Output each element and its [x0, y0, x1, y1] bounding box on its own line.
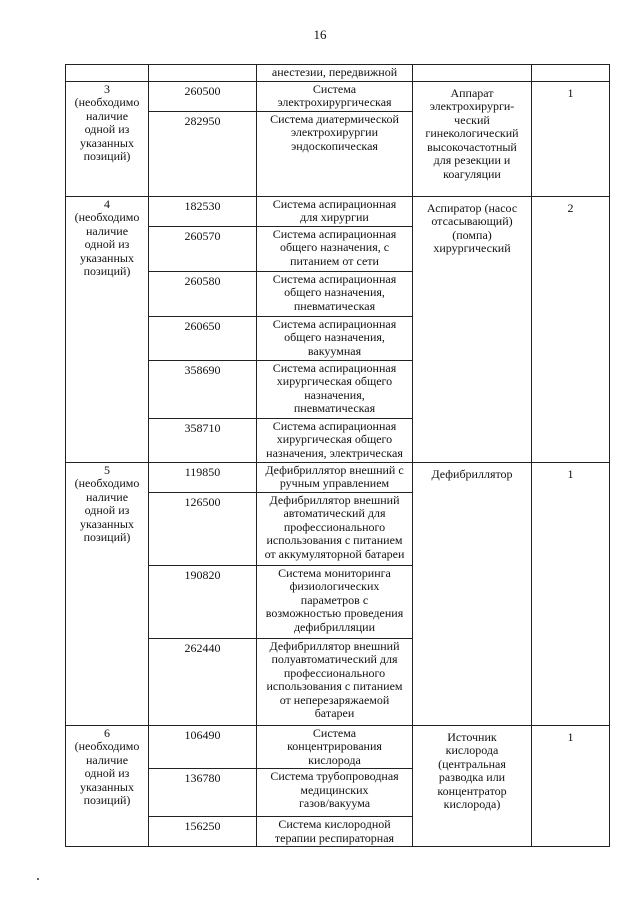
position-text-line: (необходимо: [74, 95, 140, 109]
quantity-cell: 1: [532, 725, 610, 847]
item-name-line: ручным управлением: [279, 476, 390, 490]
position-cell: [66, 65, 149, 82]
name-cell: [257, 316, 413, 360]
item-name-line: физиологических: [289, 579, 380, 593]
item-name-line: Система аспирационная: [272, 418, 397, 433]
item-name-line: концентрирования: [287, 739, 382, 753]
position-text-line: указанных: [80, 779, 134, 794]
equipment-text-line: Аспиратор (насос: [426, 200, 518, 215]
code-cell: [149, 565, 257, 638]
item-name-line: Система: [312, 725, 357, 740]
item-name-line: общего назначения,: [284, 330, 385, 344]
code-cell: [149, 81, 257, 111]
code-cell: [149, 769, 257, 817]
position-text-line: (необходимо: [74, 476, 140, 490]
code-cell: [149, 196, 257, 226]
equipment-cell: [413, 65, 532, 82]
equipment-text-line: для резекции и: [433, 153, 511, 167]
scan-speck: [37, 878, 39, 880]
item-name-line: назначения, электрическая: [266, 445, 403, 460]
name-cell: [257, 360, 413, 418]
equipment-text-line: хирургический: [433, 241, 511, 255]
item-code: 358710: [184, 420, 221, 435]
equipment-text-line: Дефибриллятор: [431, 466, 513, 481]
equipment-text-line: (помпа): [452, 227, 492, 242]
position-text-line: позиций): [83, 793, 131, 807]
item-name-line: профессионального: [283, 519, 386, 534]
item-name-line: питанием от сети: [290, 253, 379, 268]
item-code: 260580: [184, 273, 221, 288]
position-text-line: наличие: [85, 489, 129, 504]
equipment-cell: [413, 462, 532, 725]
equipment-text-line: высокочастотный: [427, 139, 517, 154]
equipment-text-line: отсасывающий): [431, 214, 513, 228]
page-number: 16: [313, 27, 327, 42]
code-cell: [149, 111, 257, 196]
name-cell: [257, 817, 413, 847]
position-text-line: наличие: [85, 752, 129, 767]
item-code: 282950: [184, 113, 221, 128]
name-cell: [257, 492, 413, 565]
position-text-line: 6: [104, 725, 110, 740]
item-name-line: батареи: [314, 706, 355, 720]
quantity-cell: [532, 65, 610, 82]
item-name-line: Дефибриллятор внешний с: [265, 462, 404, 477]
position-text-line: одной из: [84, 122, 130, 136]
position-text-line: одной из: [84, 503, 130, 517]
equipment-text-line: электрохирурги-: [429, 99, 515, 113]
item-name-line: от аккумуляторной батареи: [264, 546, 405, 561]
code-cell: [149, 65, 257, 82]
position-text-line: наличие: [85, 108, 129, 123]
item-name-line: дефибрилляции: [293, 619, 376, 634]
item-code: 262440: [184, 640, 221, 655]
name-cell: [257, 196, 413, 226]
code-cell: [149, 226, 257, 271]
item-code: 260650: [184, 318, 221, 333]
equipment-text-line: гинекологический: [425, 126, 519, 140]
table-row: [66, 725, 610, 769]
name-cell: [257, 638, 413, 725]
item-name-line: медицинских: [300, 782, 369, 797]
equipment-text-line: кислорода): [443, 797, 501, 811]
position-text-line: наличие: [85, 223, 129, 238]
table-row: [66, 462, 610, 492]
item-code: 119850: [184, 464, 221, 479]
item-name-line: терапии респираторная: [274, 830, 395, 845]
position-text-line: (необходимо: [74, 210, 140, 224]
name-cell: [257, 462, 413, 492]
code-cell: [149, 725, 257, 769]
item-name-line: от неперезаряжаемой: [279, 692, 390, 707]
item-code: 136780: [184, 771, 221, 785]
equipment-text-line: концентратор: [437, 783, 507, 798]
item-name-line: Система мониторинга: [278, 565, 391, 580]
item-name-line: Дефибриллятор внешний: [269, 638, 400, 653]
item-code: 156250: [184, 819, 221, 833]
item-code: 182530: [184, 198, 221, 213]
position-text-line: 4: [104, 196, 110, 211]
item-name-line: профессионального: [283, 665, 386, 680]
name-cell: [257, 565, 413, 638]
equipment-text-line: коагуляции: [443, 166, 501, 181]
item-code: 358690: [184, 362, 221, 377]
equipment-text-line: Аппарат: [450, 85, 494, 100]
equipment-text-line: ческий: [454, 112, 490, 127]
code-cell: [149, 492, 257, 565]
item-code: 126500: [184, 494, 221, 509]
table-row: [66, 196, 610, 226]
item-name-line: полуавтоматический для: [271, 652, 398, 666]
position-cell: [66, 81, 149, 196]
table-row: [66, 65, 610, 82]
name-cell: [257, 725, 413, 769]
item-name-line: хирургическая общего: [276, 432, 393, 446]
position-text-line: 5: [104, 462, 110, 477]
name-cell: [257, 81, 413, 111]
position-text-line: указанных: [80, 135, 134, 150]
equipment-cell: [413, 725, 532, 847]
item-name-line: кислорода: [308, 752, 361, 767]
equipment-text-line: Источник: [447, 729, 497, 744]
item-name-line: Система аспирационная: [272, 226, 397, 241]
item-name-line: хирургическая общего: [276, 374, 393, 388]
position-text-line: одной из: [84, 237, 130, 251]
name-cell: [257, 418, 413, 462]
item-name-line: электрохирургическая: [277, 95, 392, 109]
item-code: 260500: [184, 83, 221, 98]
item-name-line: общего назначения, с: [279, 240, 390, 254]
item-name-line: назначения,: [304, 387, 365, 402]
item-name-line: возможностью проведения: [265, 606, 404, 620]
equipment-text-line: кислорода: [445, 743, 499, 757]
item-name-line: использования с питанием: [266, 533, 403, 547]
code-cell: [149, 817, 257, 847]
equipment-cell: [413, 196, 532, 462]
item-name-line: Система аспирационная: [272, 360, 397, 375]
item-name-line: эндоскопическая: [291, 138, 378, 153]
name-cell: анестезии, передвижной: [257, 65, 413, 82]
quantity-cell: 2: [532, 196, 610, 462]
item-code: 106490: [184, 727, 221, 742]
item-code: 260570: [184, 228, 221, 243]
position-cell: [66, 196, 149, 462]
item-name-line: Система аспирационная: [272, 316, 397, 331]
item-name-line: Система диатермической: [270, 111, 399, 126]
code-cell: [149, 271, 257, 316]
item-name-line: автоматический для: [283, 506, 386, 520]
item-name-line: Система аспирационная: [272, 196, 397, 211]
position-text-line: позиций): [83, 149, 131, 163]
item-name-line: общего назначения,: [284, 285, 385, 299]
position-text-line: указанных: [80, 250, 134, 265]
position-cell: [66, 725, 149, 847]
equipment-text-line: (центральная: [438, 756, 506, 771]
equipment-text-line: разводка или: [438, 770, 506, 784]
code-cell: [149, 360, 257, 418]
item-name-line: использования с питанием: [266, 679, 403, 693]
position-text-line: позиций): [83, 264, 131, 278]
name-cell: [257, 271, 413, 316]
equipment-table: [65, 64, 610, 847]
item-name-line: для хирургии: [300, 210, 369, 224]
position-cell: [66, 462, 149, 725]
item-name-line: Система: [312, 81, 357, 96]
item-name-line: вакуумная: [307, 343, 362, 358]
code-cell: [149, 638, 257, 725]
table-row: [66, 81, 610, 111]
code-cell: [149, 418, 257, 462]
item-name-line: Система трубопроводная: [270, 769, 399, 783]
position-text-line: 3: [104, 81, 110, 96]
item-name-line: Система кислородной: [278, 817, 391, 831]
name-cell: [257, 111, 413, 196]
name-cell: [257, 769, 413, 817]
position-text-line: указанных: [80, 516, 134, 531]
position-text-line: позиций): [83, 530, 131, 544]
item-name-line: параметров с: [300, 592, 369, 607]
position-text-line: (необходимо: [74, 739, 140, 753]
position-text-line: одной из: [84, 766, 130, 780]
quantity-cell: 1: [532, 81, 610, 196]
item-name-line: пневматическая: [293, 298, 376, 313]
item-name-line: электрохирургии: [290, 125, 379, 139]
code-cell: [149, 462, 257, 492]
item-name-line: пневматическая: [293, 401, 376, 415]
quantity-cell: 1: [532, 462, 610, 725]
item-name-line: Дефибриллятор внешний: [269, 492, 400, 507]
item-name-line: Система аспирационная: [272, 271, 397, 286]
code-cell: [149, 316, 257, 360]
name-cell: [257, 226, 413, 271]
equipment-cell: [413, 81, 532, 196]
item-code: 190820: [184, 567, 221, 582]
item-name-line: газов/вакуума: [298, 796, 371, 810]
